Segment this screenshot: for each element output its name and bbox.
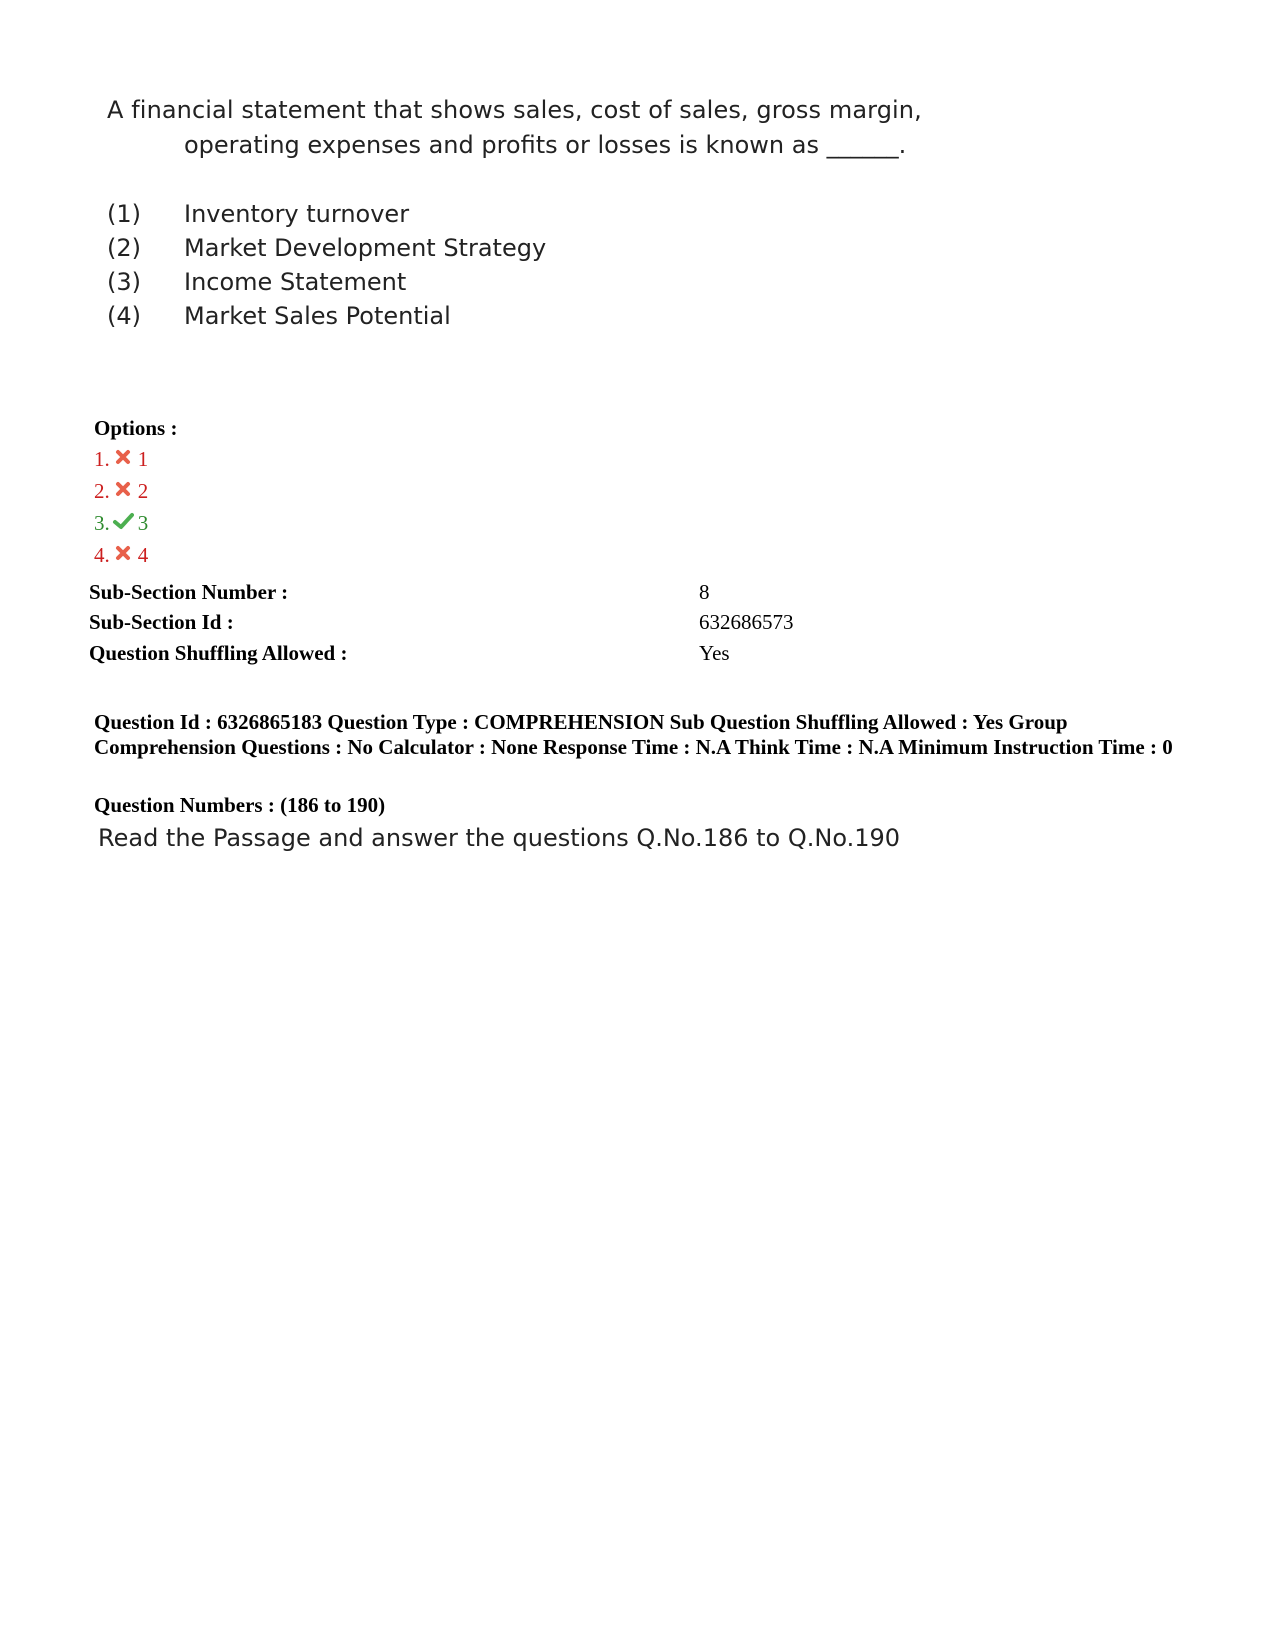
question-shuffling-row bbox=[89, 641, 730, 666]
choice-text: Inventory turnover bbox=[184, 200, 410, 228]
choice-number: (4) bbox=[107, 302, 141, 330]
option-value: 4 bbox=[137, 543, 149, 567]
option-value: 1 bbox=[137, 447, 149, 471]
check-icon bbox=[112, 512, 134, 532]
choice-number: (3) bbox=[107, 268, 141, 296]
subsection-number-value: 8 bbox=[699, 580, 710, 604]
option-1 bbox=[94, 447, 148, 472]
cross-icon bbox=[112, 480, 134, 500]
subsection-id-value: 632686573 bbox=[699, 610, 794, 634]
option-value: 2 bbox=[137, 479, 149, 503]
option-index: 2. bbox=[94, 479, 110, 503]
question-choice-3 bbox=[107, 268, 406, 296]
option-4 bbox=[94, 543, 148, 568]
choice-number: (2) bbox=[107, 234, 141, 262]
question-stem-line-1: A financial statement that shows sales, cost of sales, gross margin, bbox=[107, 96, 922, 124]
option-3 bbox=[94, 511, 148, 536]
comprehension-info: Question Id : 6326865183 Question Type : COMPREHENSION Sub Question Shuffling Allowed : Yes Group Comprehension Questions : No Calculator : None Response Time : N.A Think Time : N.A Minimum Instruction Time : 0 bbox=[94, 710, 1173, 759]
option-2 bbox=[94, 479, 148, 504]
option-value: 3 bbox=[137, 511, 149, 535]
question-choice-2 bbox=[107, 234, 546, 262]
choice-text: Income Statement bbox=[184, 268, 407, 296]
subsection-id-row bbox=[89, 610, 794, 635]
cross-icon bbox=[112, 448, 134, 468]
passage-instruction: Read the Passage and answer the questions Q.No.186 to Q.No.190 bbox=[98, 824, 901, 852]
question-shuffling-value: Yes bbox=[699, 641, 730, 665]
subsection-id-label: Sub-Section Id : bbox=[89, 610, 234, 634]
question-shuffling-label: Question Shuffling Allowed : bbox=[89, 641, 348, 665]
question-choice-4 bbox=[107, 302, 451, 330]
option-index: 1. bbox=[94, 447, 110, 471]
cross-icon bbox=[112, 544, 134, 564]
options-heading: Options : bbox=[94, 416, 178, 440]
option-index: 3. bbox=[94, 511, 110, 535]
question-numbers: Question Numbers : (186 to 190) bbox=[94, 793, 386, 817]
choice-text: Market Sales Potential bbox=[184, 302, 451, 330]
question-stem-line-2: operating expenses and profits or losses is known as ______. bbox=[184, 131, 907, 159]
choice-text: Market Development Strategy bbox=[184, 234, 547, 262]
subsection-number-label: Sub-Section Number : bbox=[89, 580, 289, 604]
subsection-number-row bbox=[89, 580, 710, 605]
option-index: 4. bbox=[94, 543, 110, 567]
question-choice-1 bbox=[107, 200, 409, 228]
choice-number: (1) bbox=[107, 200, 141, 228]
